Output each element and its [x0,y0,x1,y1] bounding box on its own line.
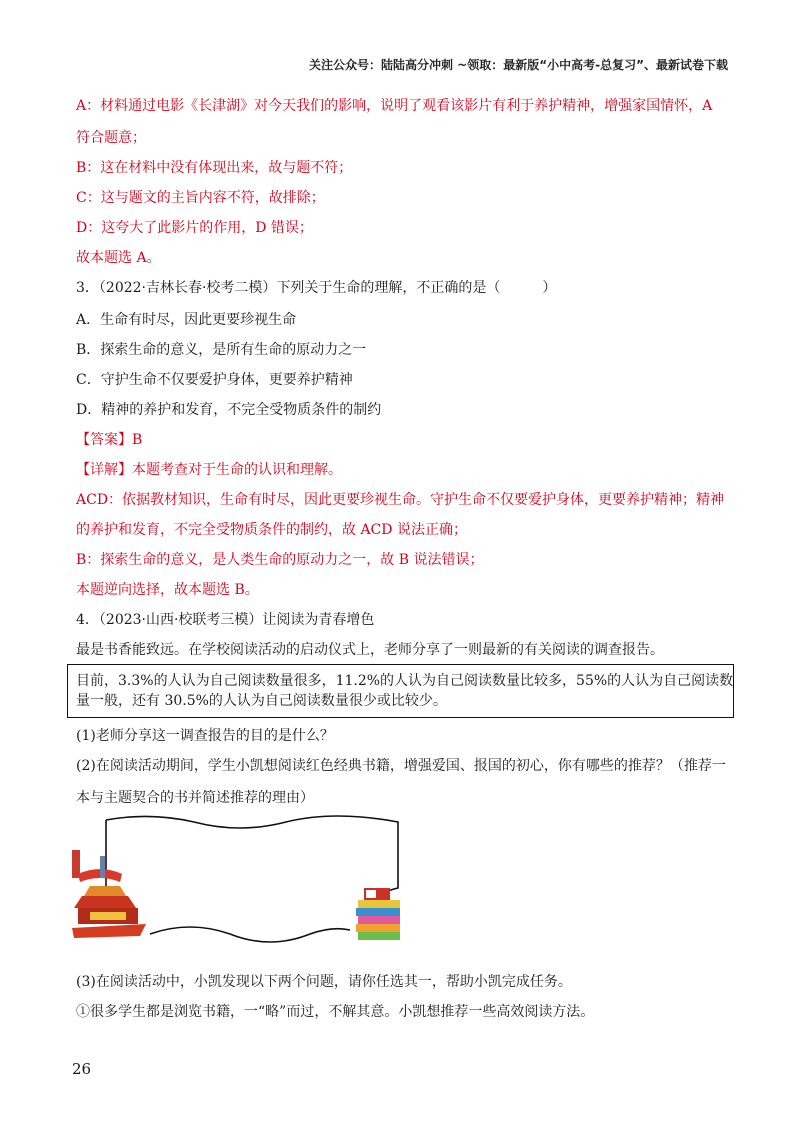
survey-report-box [67,664,734,718]
question-3: 3．（2022·吉林长春·校考二模）下列关于生命的理解，不正确的是（ ） [76,280,557,296]
sub-question-2-cont: 本与主题契合的书并简述推荐的理由） [76,790,314,806]
detail-label: 【详解】本题考查对于生命的认识和理解。 [76,462,342,478]
answer-label: 【答案】B [76,432,143,448]
analysis-b: B：这在材料中没有体现出来，故与题不符； [76,160,353,176]
explanation-3: B：探索生命的意义，是人类生命的原动力之一，故 B 说法错误； [76,552,484,568]
analysis-c: C：这与题文的主旨内容不符，故排除； [76,190,325,206]
tiananmen-icon [72,850,146,938]
option-d: D．精神的养护和发育，不完全受物质条件的制约 [76,402,382,418]
books-icon [356,888,400,940]
page-header: 关注公众号：陆陆高分冲刺 ~领取：最新版“小中高考-总复习”、最新试卷下载 [309,58,728,72]
explanation-1: ACD：依据教材知识，生命有时尽，因此更要珍视生命。守护生命不仅要爱护身体，更要养护精神；精神 [76,492,725,508]
option-c: C．守护生命不仅要爱护身体，更要养护精神 [76,372,353,388]
question-4-stem: 最是书香能致远。在学校阅读活动的启动仪式上，老师分享了一则最新的有关阅读的调查报告。 [76,642,664,658]
scroll-bottom-edge [150,927,350,942]
sub-question-3: (3)在阅读活动中，小凯发现以下两个问题，请你任选其一，帮助小凯完成任务。 [76,974,572,990]
survey-line-2: 量一般，还有 30.5%的人认为自己阅读数量很少或比较少。 [76,693,447,709]
analysis-a-cont: 符合题意； [76,130,146,146]
survey-line-1: 目前，3.3%的人认为自己阅读数量很多，11.2%的人认为自己阅读数量比较多，55%的人认为自己阅读数 [76,673,734,689]
analysis-conclusion: 故本题选 A。 [76,250,161,266]
page-number: 26 [72,1060,92,1078]
scroll-illustration [70,812,410,957]
analysis-a: A：材料通过电影《长津湖》对今天我们的影响，说明了观看该影片有利于养护精神，增强家国情怀，A [76,98,713,114]
explanation-4: 本题逆向选择，故本题选 B。 [76,582,259,598]
option-a: A．生命有时尽，因此更要珍视生命 [76,312,297,328]
analysis-d: D：这夸大了此影片的作用，D 错误； [76,220,313,236]
sub-question-3-item-1: ①很多学生都是浏览书籍，一“略”而过，不解其意。小凯想推荐一些高效阅读方法。 [76,1004,595,1020]
question-4: 4．（2023·山西·校联考三模）让阅读为青春增色 [76,612,375,628]
scroll-top-edge [106,816,398,902]
option-b: B．探索生命的意义，是所有生命的原动力之一 [76,342,367,358]
sub-question-2: (2)在阅读活动期间，学生小凯想阅读红色经典书籍，增强爱国、报国的初心，你有哪些的推荐？（推荐一 [76,758,726,774]
explanation-2: 的养护和发育，不完全受物质条件的制约，故 ACD 说法正确； [76,522,467,538]
sub-question-1: (1)老师分享这一调查报告的目的是什么？ [76,728,334,744]
